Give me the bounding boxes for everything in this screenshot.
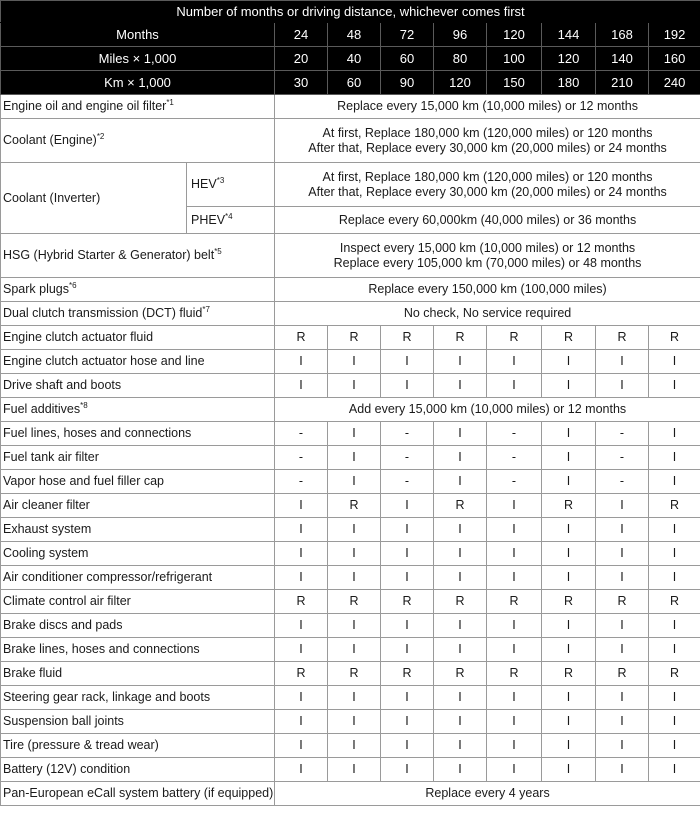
service-action-cell: I: [381, 494, 434, 518]
footnote-marker: *2: [96, 132, 105, 141]
service-action-cell: I: [542, 422, 596, 446]
service-action-cell: R: [649, 494, 700, 518]
service-action-cell: I: [328, 614, 381, 638]
service-action-cell: -: [596, 446, 649, 470]
service-action-cell: R: [434, 662, 487, 686]
interval-months-cell: 192: [649, 23, 700, 47]
service-action-cell: I: [381, 518, 434, 542]
service-action-cell: R: [487, 590, 542, 614]
service-action-cell: -: [275, 422, 328, 446]
table-row: [1, 614, 700, 638]
table-row: [1, 542, 700, 566]
service-action-cell: I: [328, 686, 381, 710]
item-name: Engine oil and engine oil filter$^{*1}$: [1, 95, 275, 119]
interval-km-cell: 210: [596, 71, 649, 95]
table-row: [1, 163, 700, 207]
service-action-cell: I: [434, 614, 487, 638]
service-action-cell: R: [596, 590, 649, 614]
interval-km-cell: 240: [649, 71, 700, 95]
service-action-cell: I: [596, 710, 649, 734]
service-action-cell: I: [434, 470, 487, 494]
service-action-cell: I: [596, 614, 649, 638]
service-action-cell: I: [542, 446, 596, 470]
service-action-cell: R: [434, 494, 487, 518]
service-action-cell: I: [328, 422, 381, 446]
service-action-cell: I: [275, 734, 328, 758]
service-action-cell: I: [328, 638, 381, 662]
footnote-marker: *7: [202, 305, 210, 314]
interval-months-cell: 24: [275, 23, 328, 47]
sub-item-label: PHEV$^{*4}$: [187, 207, 275, 234]
service-action-cell: I: [542, 518, 596, 542]
service-action-cell: I: [487, 614, 542, 638]
item-name: Brake discs and pads: [1, 614, 275, 638]
interval-span-text: Add every 15,000 km (10,000 miles) or 12 months: [275, 398, 700, 422]
service-action-cell: I: [275, 350, 328, 374]
service-action-cell: R: [275, 590, 328, 614]
table-row: [1, 662, 700, 686]
item-name: Climate control air filter: [1, 590, 275, 614]
interval-months-cell: 168: [596, 23, 649, 47]
service-action-cell: R: [381, 590, 434, 614]
service-action-cell: I: [487, 686, 542, 710]
service-action-cell: I: [328, 350, 381, 374]
service-action-cell: R: [649, 326, 700, 350]
service-action-cell: I: [649, 470, 700, 494]
item-name: Vapor hose and fuel filler cap: [1, 470, 275, 494]
interval-span-text: At first, Replace 180,000 km (120,000 miles) or 120 months After that, Replace every 30,000 km (20,000 miles) or 24 months: [275, 119, 700, 163]
service-action-cell: I: [542, 350, 596, 374]
interval-months-cell: 144: [542, 23, 596, 47]
service-action-cell: I: [487, 758, 542, 782]
item-name: Engine clutch actuator hose and line: [1, 350, 275, 374]
service-action-cell: I: [487, 518, 542, 542]
footnote-marker: *6: [69, 281, 77, 290]
interval-km-cell: 180: [542, 71, 596, 95]
service-action-cell: I: [328, 542, 381, 566]
interval-months-cell: 120: [487, 23, 542, 47]
service-action-cell: I: [275, 638, 328, 662]
months-label: Months: [1, 23, 275, 47]
service-action-cell: -: [381, 470, 434, 494]
service-action-cell: I: [328, 710, 381, 734]
interval-km-cell: 90: [381, 71, 434, 95]
item-name: Brake fluid: [1, 662, 275, 686]
table-row: [1, 446, 700, 470]
service-action-cell: I: [649, 710, 700, 734]
service-action-cell: I: [649, 614, 700, 638]
service-action-cell: I: [487, 350, 542, 374]
sub-item-label: HEV$^{*3}$: [187, 163, 275, 207]
service-action-cell: R: [596, 326, 649, 350]
service-action-cell: R: [542, 590, 596, 614]
service-action-cell: I: [381, 374, 434, 398]
service-action-cell: I: [275, 566, 328, 590]
service-action-cell: I: [487, 542, 542, 566]
table-row: [1, 638, 700, 662]
table-row: [1, 494, 700, 518]
service-action-cell: R: [381, 326, 434, 350]
service-action-cell: I: [596, 566, 649, 590]
interval-span-text: Replace every 4 years: [275, 782, 700, 806]
table-row: [1, 590, 700, 614]
interval-span-text: Inspect every 15,000 km (10,000 miles) or 12 months Replace every 105,000 km (70,000 miles) or 48 months: [275, 234, 700, 278]
service-action-cell: I: [275, 518, 328, 542]
service-action-cell: I: [649, 686, 700, 710]
service-action-cell: I: [434, 734, 487, 758]
service-action-cell: R: [328, 326, 381, 350]
item-name: Fuel tank air filter: [1, 446, 275, 470]
service-action-cell: I: [328, 758, 381, 782]
service-action-cell: I: [381, 758, 434, 782]
service-action-cell: R: [649, 590, 700, 614]
table-row: [1, 758, 700, 782]
item-name: Drive shaft and boots: [1, 374, 275, 398]
service-action-cell: I: [434, 374, 487, 398]
service-action-cell: I: [596, 758, 649, 782]
service-action-cell: I: [275, 614, 328, 638]
interval-miles-cell: 160: [649, 47, 700, 71]
service-action-cell: I: [275, 374, 328, 398]
service-action-cell: R: [275, 662, 328, 686]
service-action-cell: I: [328, 518, 381, 542]
interval-span-text: At first, Replace 180,000 km (120,000 miles) or 120 months After that, Replace every 30,000 km (20,000 miles) or 24 months: [275, 163, 700, 207]
table-row: [1, 734, 700, 758]
service-action-cell: I: [596, 350, 649, 374]
table-title: Number of months or driving distance, whichever comes first: [1, 1, 700, 23]
service-action-cell: I: [487, 710, 542, 734]
item-name: Pan-European eCall system battery (if equipped): [1, 782, 275, 806]
service-action-cell: -: [487, 470, 542, 494]
item-name: Engine clutch actuator fluid: [1, 326, 275, 350]
service-action-cell: R: [434, 326, 487, 350]
service-action-cell: I: [649, 350, 700, 374]
service-action-cell: I: [434, 638, 487, 662]
item-name: Air conditioner compressor/refrigerant: [1, 566, 275, 590]
item-name: HSG (Hybrid Starter & Generator) belt$^{*5}$: [1, 234, 275, 278]
service-action-cell: I: [381, 686, 434, 710]
interval-km-cell: 150: [487, 71, 542, 95]
footnote-marker: *8: [80, 401, 88, 410]
service-action-cell: I: [542, 614, 596, 638]
service-action-cell: I: [434, 350, 487, 374]
service-action-cell: I: [487, 638, 542, 662]
service-action-cell: R: [596, 662, 649, 686]
footnote-marker: *3: [216, 176, 225, 185]
service-action-cell: I: [649, 638, 700, 662]
service-action-cell: I: [649, 734, 700, 758]
item-name: Suspension ball joints: [1, 710, 275, 734]
interval-span-text: No check, No service required: [275, 302, 700, 326]
service-action-cell: I: [434, 542, 487, 566]
service-action-cell: I: [275, 758, 328, 782]
item-name: Tire (pressure & tread wear): [1, 734, 275, 758]
service-action-cell: I: [381, 566, 434, 590]
item-name: Cooling system: [1, 542, 275, 566]
service-action-cell: -: [275, 446, 328, 470]
service-action-cell: I: [487, 566, 542, 590]
item-name: Battery (12V) condition: [1, 758, 275, 782]
interval-miles-cell: 20: [275, 47, 328, 71]
table-row: [1, 518, 700, 542]
table-row: [1, 470, 700, 494]
interval-months-cell: 72: [381, 23, 434, 47]
service-action-cell: R: [381, 662, 434, 686]
interval-km-cell: 30: [275, 71, 328, 95]
service-action-cell: R: [542, 326, 596, 350]
service-action-cell: -: [381, 446, 434, 470]
service-action-cell: I: [434, 422, 487, 446]
service-action-cell: -: [487, 422, 542, 446]
item-name: Fuel lines, hoses and connections: [1, 422, 275, 446]
interval-miles-cell: 60: [381, 47, 434, 71]
interval-km-cell: 120: [434, 71, 487, 95]
service-action-cell: R: [328, 662, 381, 686]
service-action-cell: R: [328, 590, 381, 614]
service-action-cell: I: [649, 542, 700, 566]
service-action-cell: R: [434, 590, 487, 614]
interval-miles-cell: 80: [434, 47, 487, 71]
service-action-cell: I: [542, 566, 596, 590]
service-action-cell: I: [542, 374, 596, 398]
item-name: Fuel additives$^{*8}$: [1, 398, 275, 422]
footnote-marker: *5: [214, 247, 222, 256]
table-row: [1, 782, 700, 806]
item-name: Exhaust system: [1, 518, 275, 542]
service-action-cell: I: [542, 542, 596, 566]
service-action-cell: I: [487, 494, 542, 518]
service-action-cell: -: [275, 470, 328, 494]
interval-span-text: Replace every 15,000 km (10,000 miles) or 12 months: [275, 95, 700, 119]
service-action-cell: R: [542, 662, 596, 686]
service-action-cell: I: [328, 374, 381, 398]
interval-months-cell: 48: [328, 23, 381, 47]
service-action-cell: I: [596, 518, 649, 542]
service-action-cell: I: [381, 710, 434, 734]
item-name: Dual clutch transmission (DCT) fluid$^{*7}$: [1, 302, 275, 326]
table-row: [1, 566, 700, 590]
service-action-cell: I: [275, 710, 328, 734]
service-action-cell: I: [649, 446, 700, 470]
service-action-cell: I: [542, 470, 596, 494]
table-row: [1, 302, 700, 326]
service-action-cell: I: [434, 518, 487, 542]
interval-months-cell: 96: [434, 23, 487, 47]
service-action-cell: I: [649, 422, 700, 446]
table-row: [1, 350, 700, 374]
footnote-marker: *1: [166, 98, 174, 107]
service-action-cell: R: [275, 326, 328, 350]
interval-miles-cell: 140: [596, 47, 649, 71]
service-action-cell: R: [649, 662, 700, 686]
service-action-cell: R: [487, 662, 542, 686]
interval-km-cell: 60: [328, 71, 381, 95]
service-action-cell: I: [434, 710, 487, 734]
table-row: [1, 119, 700, 163]
km-label: Km × 1,000: [1, 71, 275, 95]
service-action-cell: I: [542, 758, 596, 782]
service-action-cell: -: [596, 422, 649, 446]
item-name: Spark plugs$^{*6}$: [1, 278, 275, 302]
table-row: [1, 686, 700, 710]
table-row: [1, 278, 700, 302]
service-action-cell: I: [275, 494, 328, 518]
footnote-marker: *4: [225, 211, 233, 221]
service-action-cell: I: [381, 614, 434, 638]
service-action-cell: I: [434, 446, 487, 470]
service-action-cell: I: [328, 734, 381, 758]
service-action-cell: -: [596, 470, 649, 494]
service-action-cell: I: [596, 734, 649, 758]
item-name: Brake lines, hoses and connections: [1, 638, 275, 662]
service-action-cell: I: [649, 374, 700, 398]
item-name: Air cleaner filter: [1, 494, 275, 518]
service-action-cell: -: [487, 446, 542, 470]
service-action-cell: I: [487, 734, 542, 758]
service-action-cell: I: [596, 374, 649, 398]
service-action-cell: I: [542, 686, 596, 710]
service-action-cell: R: [542, 494, 596, 518]
service-action-cell: I: [542, 734, 596, 758]
miles-label: Miles × 1,000: [1, 47, 275, 71]
table-row: [1, 234, 700, 278]
item-name: Coolant (Engine)$^{*2}$: [1, 119, 275, 163]
table-row: [1, 398, 700, 422]
service-action-cell: I: [275, 686, 328, 710]
interval-miles-cell: 120: [542, 47, 596, 71]
service-action-cell: I: [434, 686, 487, 710]
service-action-cell: I: [596, 494, 649, 518]
service-action-cell: I: [542, 638, 596, 662]
service-action-cell: I: [328, 470, 381, 494]
item-name: Steering gear rack, linkage and boots: [1, 686, 275, 710]
service-action-cell: I: [596, 686, 649, 710]
service-action-cell: I: [275, 542, 328, 566]
service-action-cell: R: [328, 494, 381, 518]
service-action-cell: I: [649, 758, 700, 782]
service-action-cell: I: [381, 542, 434, 566]
table-row: [1, 710, 700, 734]
service-action-cell: I: [434, 758, 487, 782]
table-row: [1, 326, 700, 350]
service-action-cell: I: [596, 542, 649, 566]
interval-span-text: Replace every 150,000 km (100,000 miles): [275, 278, 700, 302]
interval-miles-cell: 100: [487, 47, 542, 71]
service-action-cell: I: [381, 350, 434, 374]
service-action-cell: I: [328, 566, 381, 590]
table-row: [1, 422, 700, 446]
table-row: [1, 95, 700, 119]
service-action-cell: I: [649, 518, 700, 542]
service-action-cell: I: [328, 446, 381, 470]
service-action-cell: -: [381, 422, 434, 446]
table-row: [1, 374, 700, 398]
service-action-cell: I: [596, 638, 649, 662]
item-name: Coolant (Inverter): [1, 163, 187, 234]
service-action-cell: I: [487, 374, 542, 398]
service-action-cell: I: [381, 638, 434, 662]
interval-miles-cell: 40: [328, 47, 381, 71]
service-action-cell: I: [434, 566, 487, 590]
service-action-cell: R: [487, 326, 542, 350]
service-action-cell: I: [542, 710, 596, 734]
interval-span-text: Replace every 60,000km (40,000 miles) or 36 months: [275, 207, 700, 234]
service-action-cell: I: [381, 734, 434, 758]
service-action-cell: I: [649, 566, 700, 590]
